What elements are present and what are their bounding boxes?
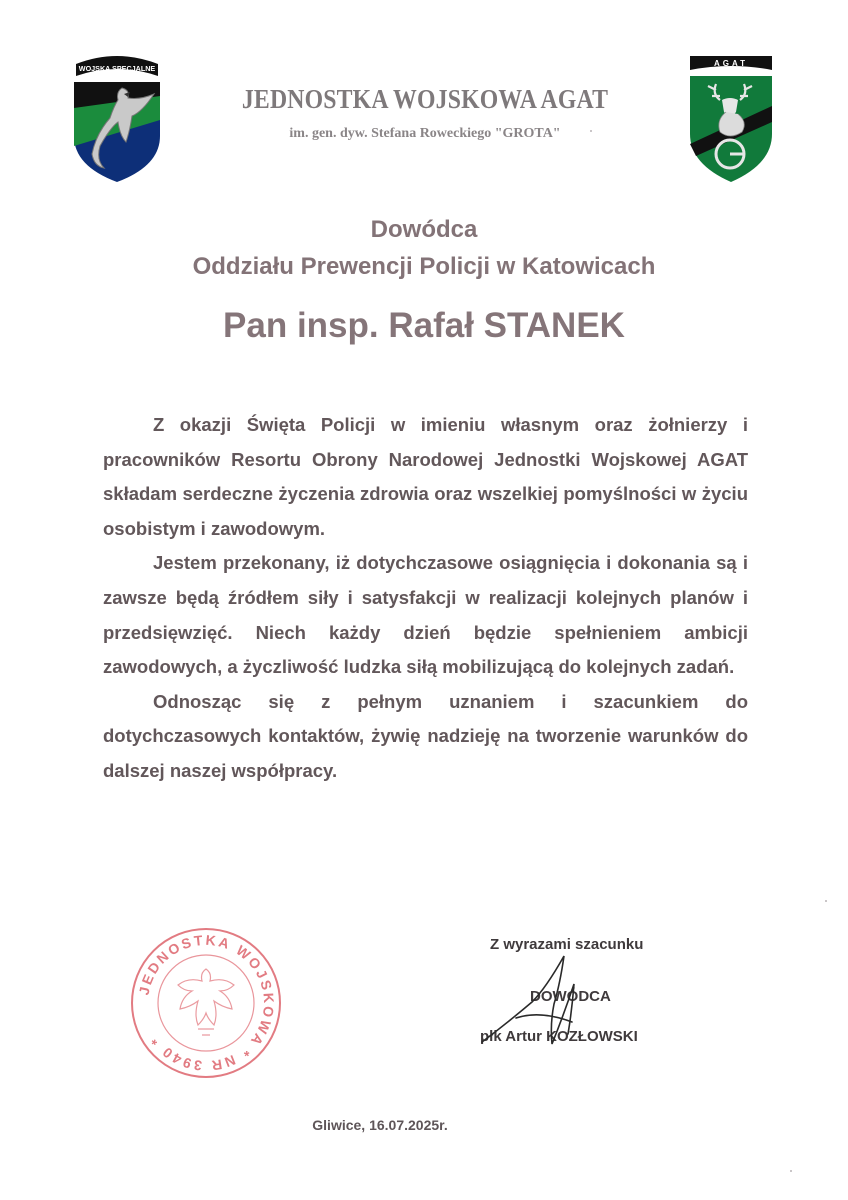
signature-name: płk Artur KOZŁOWSKI	[480, 1028, 638, 1045]
right-emblem-banner: AGAT	[713, 59, 749, 68]
addressee-organization: Oddziału Prewencji Policji w Katowicach	[192, 253, 656, 280]
unit-patron: im. gen. dyw. Stefana Roweckiego "GROTA"	[289, 126, 561, 141]
addressee-name: Pan insp. Rafał STANEK	[223, 306, 625, 345]
scan-speck	[590, 130, 592, 132]
special-forces-eagle-icon	[70, 50, 164, 184]
addressee-title: Dowódca	[370, 216, 478, 243]
body-paragraph: Odnosząc się z pełnym uznaniem i szacunkiem do dotychczasowych kontaktów, żywię nadzieję na tworzenie warunków do dalszej naszej współpracy.	[103, 690, 748, 781]
eagle-icon	[178, 969, 234, 1035]
signature-closing: Z wyrazami szacunku	[490, 936, 644, 953]
signature-role: DOWÓDCA	[530, 988, 611, 1005]
official-stamp	[128, 925, 284, 1081]
body-paragraph: Jestem przekonany, iż dotychczasowe osiągnięcia i dokonania są i zawsze będą źródłem siły i satysfakcji w realizacji kolejnych planów i przedsięwzięć. Niech każdy dzień będzie spełnieniem ambicji zawodowych, a życzliwość ludzka siłą mobilizującą do kolejnych zadań.	[103, 552, 748, 678]
handwritten-signature	[476, 944, 586, 1054]
letter-body	[103, 408, 748, 789]
body-paragraph: Z okazji Święta Policji w imieniu własnym oraz żołnierzy i pracowników Resortu Obrony Narodowej Jednostki Wojskowej AGAT składam serdeczne życzenia zdrowia oraz wszelkiej pomyślności w życiu osobistym i zawodowym.	[103, 414, 748, 539]
agat-deer-icon	[686, 50, 776, 184]
svg-text:JEDNOSTKA WOJSKOWA * NR 3940 *	[136, 932, 278, 1074]
stamp-ring-text: JEDNOSTKA WOJSKOWA * NR 3940 *	[135, 931, 278, 1075]
scan-speck	[825, 900, 827, 902]
unit-name: JEDNOSTKA WOJSKOWA AGAT	[241, 84, 609, 114]
left-emblem-banner: WOJSKA SPECJALNE	[78, 64, 156, 73]
scan-speck	[790, 1170, 792, 1172]
place-and-date: Gliwice, 16.07.2025r.	[312, 1117, 448, 1133]
